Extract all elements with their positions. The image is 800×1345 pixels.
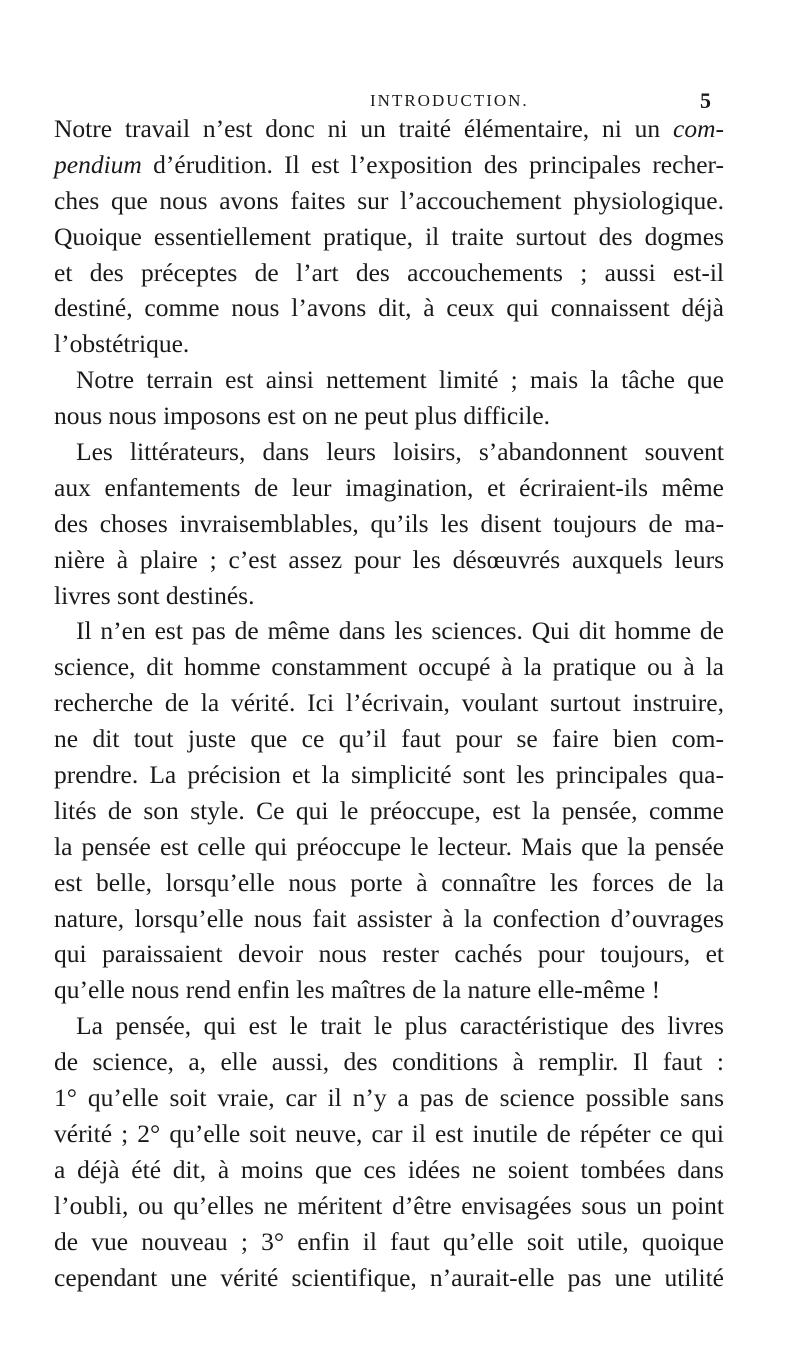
text-line: des choses invraisemblables, qu’ils les disent toujours de ma- <box>54 508 724 538</box>
text-line: de science, a, elle aussi, des conditions à remplir. Il faut : <box>54 1047 724 1077</box>
text-line: a déjà été dit, à moins que ces idées ne soient tombées dans <box>54 1154 724 1184</box>
text-line: vérité ; 2° qu’elle soit neuve, car il est inutile de répéter ce qui <box>54 1118 724 1148</box>
text-line: recherche de la vérité. Ici l’écrivain, voulant surtout instruire, <box>54 688 724 718</box>
text-line: Notre travail n’est donc ni un traité élémentaire, ni un com- <box>54 114 724 143</box>
text-line: Les littérateurs, dans leurs loisirs, s’abandonnent souvent <box>76 437 724 467</box>
text-line: la pensée est celle qui préoccupe le lecteur. Mais que la pensée <box>54 831 724 861</box>
text-line: l’oubli, ou qu’elles ne méritent d’être envisagées sous un point <box>54 1190 724 1220</box>
text-line: cependant une vérité scientifique, n’aurait-elle pas une utilité <box>54 1262 724 1292</box>
body-text <box>54 111 724 1295</box>
text-line: nature, lorsqu’elle nous fait assister à la confection d’ouvrages <box>54 903 724 933</box>
text-line: nière à plaire ; c’est assez pour les désœuvrés auxquels leurs <box>54 544 724 574</box>
text-line: qu’elle nous rend enfin les maîtres de la nature elle-même ! <box>54 975 661 1005</box>
text-line: lités de son style. Ce qui le préoccupe, est la pensée, comme <box>54 795 724 825</box>
italic-word: com- <box>673 114 724 143</box>
text-line: l’obstétrique. <box>54 329 190 359</box>
text-line: pendium d’érudition. Il est l’exposition des principales recher- <box>54 149 724 179</box>
text-line: nous nous imposons est on ne peut plus difficile. <box>54 401 551 431</box>
text-line: aux enfantements de leur imagination, et écriraient-ils même <box>54 472 724 502</box>
text-line: livres sont destinés. <box>54 580 255 610</box>
text-line: et des préceptes de l’art des accouchements ; aussi est-il <box>54 257 724 287</box>
text-line: La pensée, qui est le trait le plus caractéristique des livres <box>76 1011 724 1041</box>
text-line: prendre. La précision et la simplicité sont les principales qua- <box>54 760 724 790</box>
text-line: science, dit homme constamment occupé à la pratique ou à la <box>54 652 724 682</box>
text-line: 1° qu’elle soit vraie, car il n’y a pas de science possible sans <box>54 1083 724 1113</box>
text-line: ne dit tout juste que ce qu’il faut pour se faire bien com- <box>54 724 724 754</box>
text-line: Quoique essentiellement pratique, il traite surtout des dogmes <box>54 221 724 251</box>
text-line: de vue nouveau ; 3° enfin il faut qu’elle soit utile, quoique <box>54 1226 724 1256</box>
text-line: Il n’en est pas de même dans les sciences. Qui dit homme de <box>76 616 724 646</box>
text-line: ches que nous avons faites sur l’accouchement physiologique. <box>54 185 724 215</box>
text-line: Notre terrain est ainsi nettement limité ; mais la tâche que <box>76 365 724 395</box>
page-number: 5 <box>700 88 711 113</box>
running-title: INTRODUCTION. <box>370 91 529 110</box>
text-line: est belle, lorsqu’elle nous porte à connaître les forces de la <box>54 867 724 897</box>
italic-word: pendium <box>54 149 142 179</box>
text-line: qui paraissaient devoir nous rester cachés pour toujours, et <box>54 939 724 969</box>
text-line: destiné, comme nous l’avons dit, à ceux qui connaissent déjà <box>54 293 724 323</box>
